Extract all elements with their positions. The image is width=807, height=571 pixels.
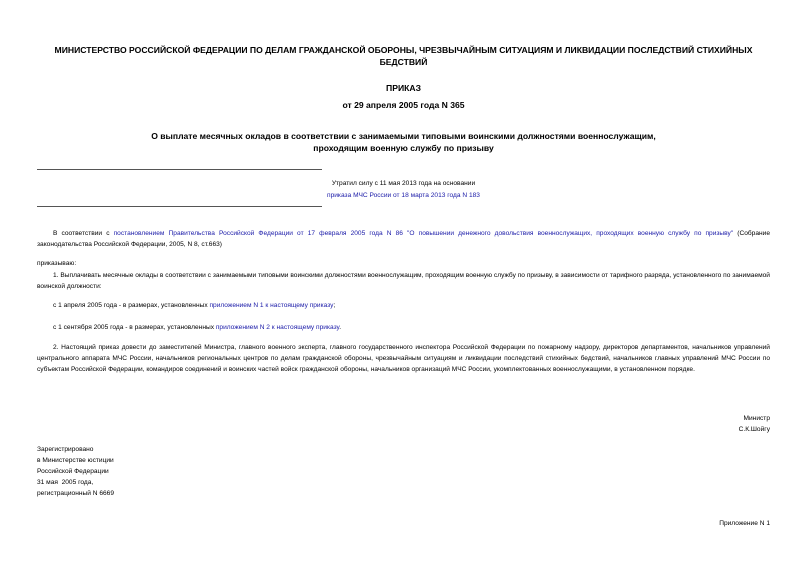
ministry-heading: МИНИСТЕРСТВО РОССИЙСКОЙ ФЕДЕРАЦИИ ПО ДЕЛАМ ГРАЖДАНСКОЙ ОБОРОНЫ, ЧРЕЗВЫЧАЙНЫМ СИТУАЦИЯМ И ЛИКВИДАЦИИ ПОСЛЕДСТВИЙ СТИХИЙНЫХ БЕДСТВИЙ — [54, 45, 753, 67]
item-1: 1. Выплачивать месячные оклады в соответствии с занимаемыми типовыми воинскими должностями военнослужащим, проходящим военную службу по призыву, в зависимости от тарифного разряда, установленного по занимаемой воинской должности: — [37, 272, 770, 290]
registration-block — [37, 444, 237, 499]
registration-line-4: 31 мая 2005 года, — [37, 479, 94, 486]
signature-name: С.К.Шойгу — [738, 426, 770, 433]
item-1a-suffix: ; — [333, 302, 336, 309]
item-1a — [37, 300, 770, 311]
registration-line-3: Российской Федерации — [37, 468, 109, 475]
doc-type-heading: ПРИКАЗ — [386, 83, 421, 93]
registration-line-1: Зарегистрировано — [37, 446, 94, 453]
order-word: приказываю: — [37, 260, 77, 267]
registration-line-2: в Министерстве юстиции — [37, 457, 114, 464]
item-1b — [37, 322, 770, 333]
registration-line-5: регистрационный N 6669 — [37, 490, 115, 497]
item-1b-suffix: . — [339, 324, 342, 331]
item-1a-prefix: с 1 апреля 2005 года - в размерах, установленных — [53, 302, 210, 309]
divider-bottom — [37, 206, 322, 207]
resolution-link[interactable]: постановлением Правительства Российской Федерации от 17 февраля 2005 года N 86 "О повышении денежного довольствия военнослужащих, проходящих военную службу по призыву" — [113, 230, 734, 237]
order-date-number: от 29 апреля 2005 года N 365 — [342, 100, 465, 110]
signature-block — [600, 413, 770, 435]
preamble-suffix: (Собрание законодательства Российской Федерации, 2005, N 8, ст.663) — [37, 230, 771, 248]
item-1b-prefix: с 1 сентября 2005 года - в размерах, установленных — [53, 324, 216, 331]
preamble-prefix: В соответствии с — [53, 230, 114, 237]
preamble-paragraph — [37, 228, 770, 250]
divider-top — [37, 169, 322, 170]
appendix-label: Приложение N 1 — [719, 520, 770, 527]
status-note-link[interactable]: приказа МЧС России от 18 марта 2013 года N 183 — [327, 192, 480, 199]
order-subject: О выплате месячных окладов в соответствии с занимаемыми типовыми воинскими должностями военнослужащим, проходящим военную службу по призыву — [151, 131, 656, 153]
appendix-1-link[interactable]: приложением N 1 к настоящему приказу — [209, 302, 334, 309]
appendix-2-link[interactable]: приложением N 2 к настоящему приказу — [215, 324, 340, 331]
signature-title: Министр — [743, 415, 770, 422]
status-note-text: Утратил силу с 11 мая 2013 года на основании — [331, 180, 476, 187]
item-2: 2. Настоящий приказ довести до заместителей Министра, главного военного эксперта, главного государственного инспектора Российской Федерации по пожарному надзору, директоров департаментов, начальников управлений центрального аппарата МЧС России, начальников региональных центров по делам гражданской обороны, чрезвычайным ситуациям и ликвидации последствий стихийных бедствий, начальников главных управлений МЧС России по субъектам Российской Федерации, командиров соединений и воинских частей войск гражданской обороны, начальников организаций МЧС России, укомплектованных военнослужащими, в установленном порядке. — [37, 344, 770, 373]
